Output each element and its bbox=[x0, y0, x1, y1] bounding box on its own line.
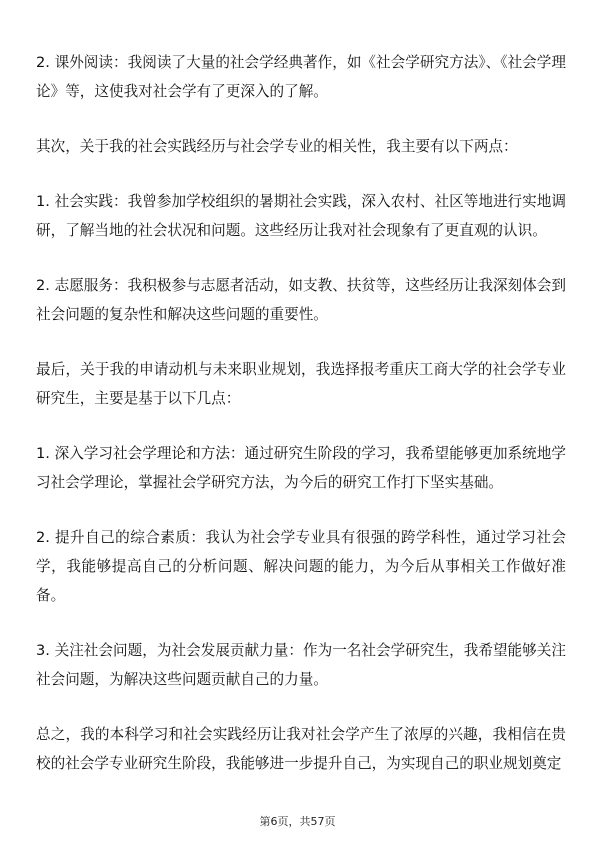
paragraph-social-issues: 3. 关注社会问题，为社会发展贡献力量：作为一名社会学研究生，我希望能够关注社会问题，为解决这些问题贡献自己的力量。 bbox=[36, 642, 566, 688]
document-body bbox=[36, 48, 566, 778]
paragraph-extracurricular-reading: 2. 课外阅读：我阅读了大量的社会学经典著作，如《社会学研究方法》、《社会学理论》等，这使我对社会学有了更深入的了解。 bbox=[36, 54, 566, 100]
page-number: 第6页，共57页 bbox=[259, 815, 336, 828]
paragraph-volunteer-service: 2. 志愿服务：我积极参与志愿者活动，如支教、扶贫等，这些经历让我深刻体会到社会问题的复杂性和解决这些问题的重要性。 bbox=[36, 277, 566, 323]
paragraph-deep-study: 1. 深入学习社会学理论和方法：通过研究生阶段的学习，我希望能够更加系统地学习社会学理论，掌握社会学研究方法，为今后的研究工作打下坚实基础。 bbox=[36, 445, 566, 491]
paragraph-conclusion: 总之，我的本科学习和社会实践经历让我对社会学产生了浓厚的兴趣，我相信在贵校的社会学专业研究生阶段，我能够进一步提升自己，为实现自己的职业规划奠定 bbox=[36, 726, 566, 772]
paragraph-social-practice: 1. 社会实践：我曾参加学校组织的暑期社会实践，深入农村、社区等地进行实地调研，了解当地的社会状况和问题。这些经历让我对社会现象有了更直观的认识。 bbox=[36, 193, 566, 239]
paragraph-social-practice-intro: 其次，关于我的社会实践经历与社会学专业的相关性，我主要有以下两点： bbox=[36, 138, 518, 155]
paragraph-improve-quality: 2. 提升自己的综合素质：我认为社会学专业具有很强的跨学科性，通过学习社会学，我能够提高自己的分析问题、解决问题的能力，为今后从事相关工作做好准备。 bbox=[36, 529, 566, 604]
paragraph-motivation-intro: 最后，关于我的申请动机与未来职业规划，我选择报考重庆工商大学的社会学专业研究生，主要是基于以下几点： bbox=[36, 361, 566, 407]
